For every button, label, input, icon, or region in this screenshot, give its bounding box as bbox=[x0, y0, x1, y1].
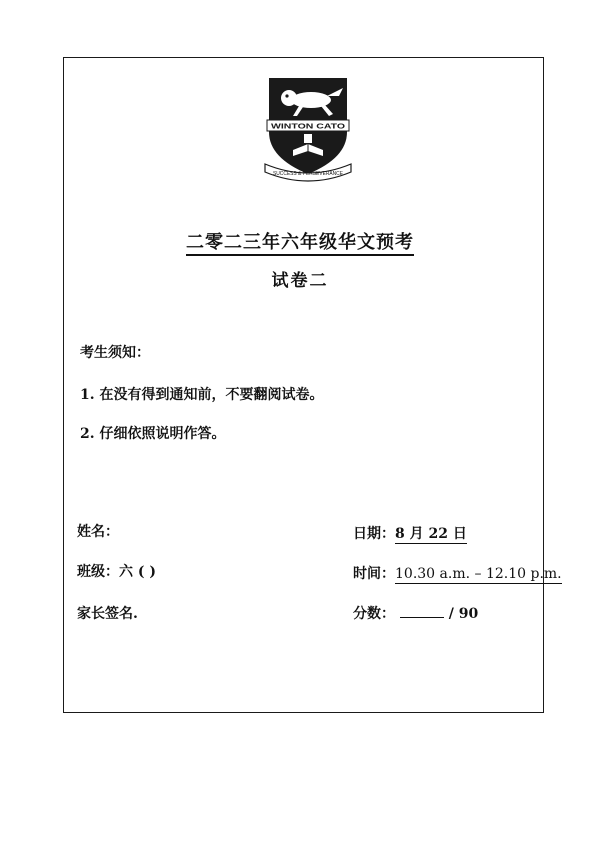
parent-signature-label: 家长签名. bbox=[77, 606, 138, 622]
class-label: 班级： bbox=[77, 564, 119, 580]
paper-subtitle: 试卷二 bbox=[271, 271, 329, 291]
date-value: 8 月 22 日 bbox=[395, 526, 467, 542]
crest-banner-text: WINTON CATO bbox=[271, 121, 346, 131]
school-crest-icon bbox=[263, 74, 353, 186]
exam-title: 二零二三年六年级华文预考 bbox=[0, 228, 600, 254]
name-label: 姓名： bbox=[77, 524, 119, 540]
time-label: 时间： bbox=[353, 566, 395, 582]
time-value: 10.30 a.m. – 12.10 p.m. bbox=[395, 566, 562, 582]
class-field bbox=[77, 561, 156, 581]
notice-heading: 考生须知： bbox=[80, 345, 150, 361]
notice-item: 1. 在没有得到通知前，不要翻阅试卷。 bbox=[80, 387, 324, 403]
date-label: 日期： bbox=[353, 526, 395, 542]
time-field bbox=[353, 563, 562, 583]
score-total: / 90 bbox=[448, 606, 479, 622]
crest-motto-text: SUCCESS & PERSEVERANCE bbox=[273, 171, 344, 177]
score-field bbox=[353, 603, 478, 623]
notice-item: 2. 仔细依照说明作答。 bbox=[80, 426, 226, 442]
score-label: 分数： bbox=[353, 606, 395, 622]
date-field bbox=[353, 523, 467, 543]
class-value: 六 ( ) bbox=[119, 564, 156, 580]
score-blank bbox=[400, 603, 444, 618]
